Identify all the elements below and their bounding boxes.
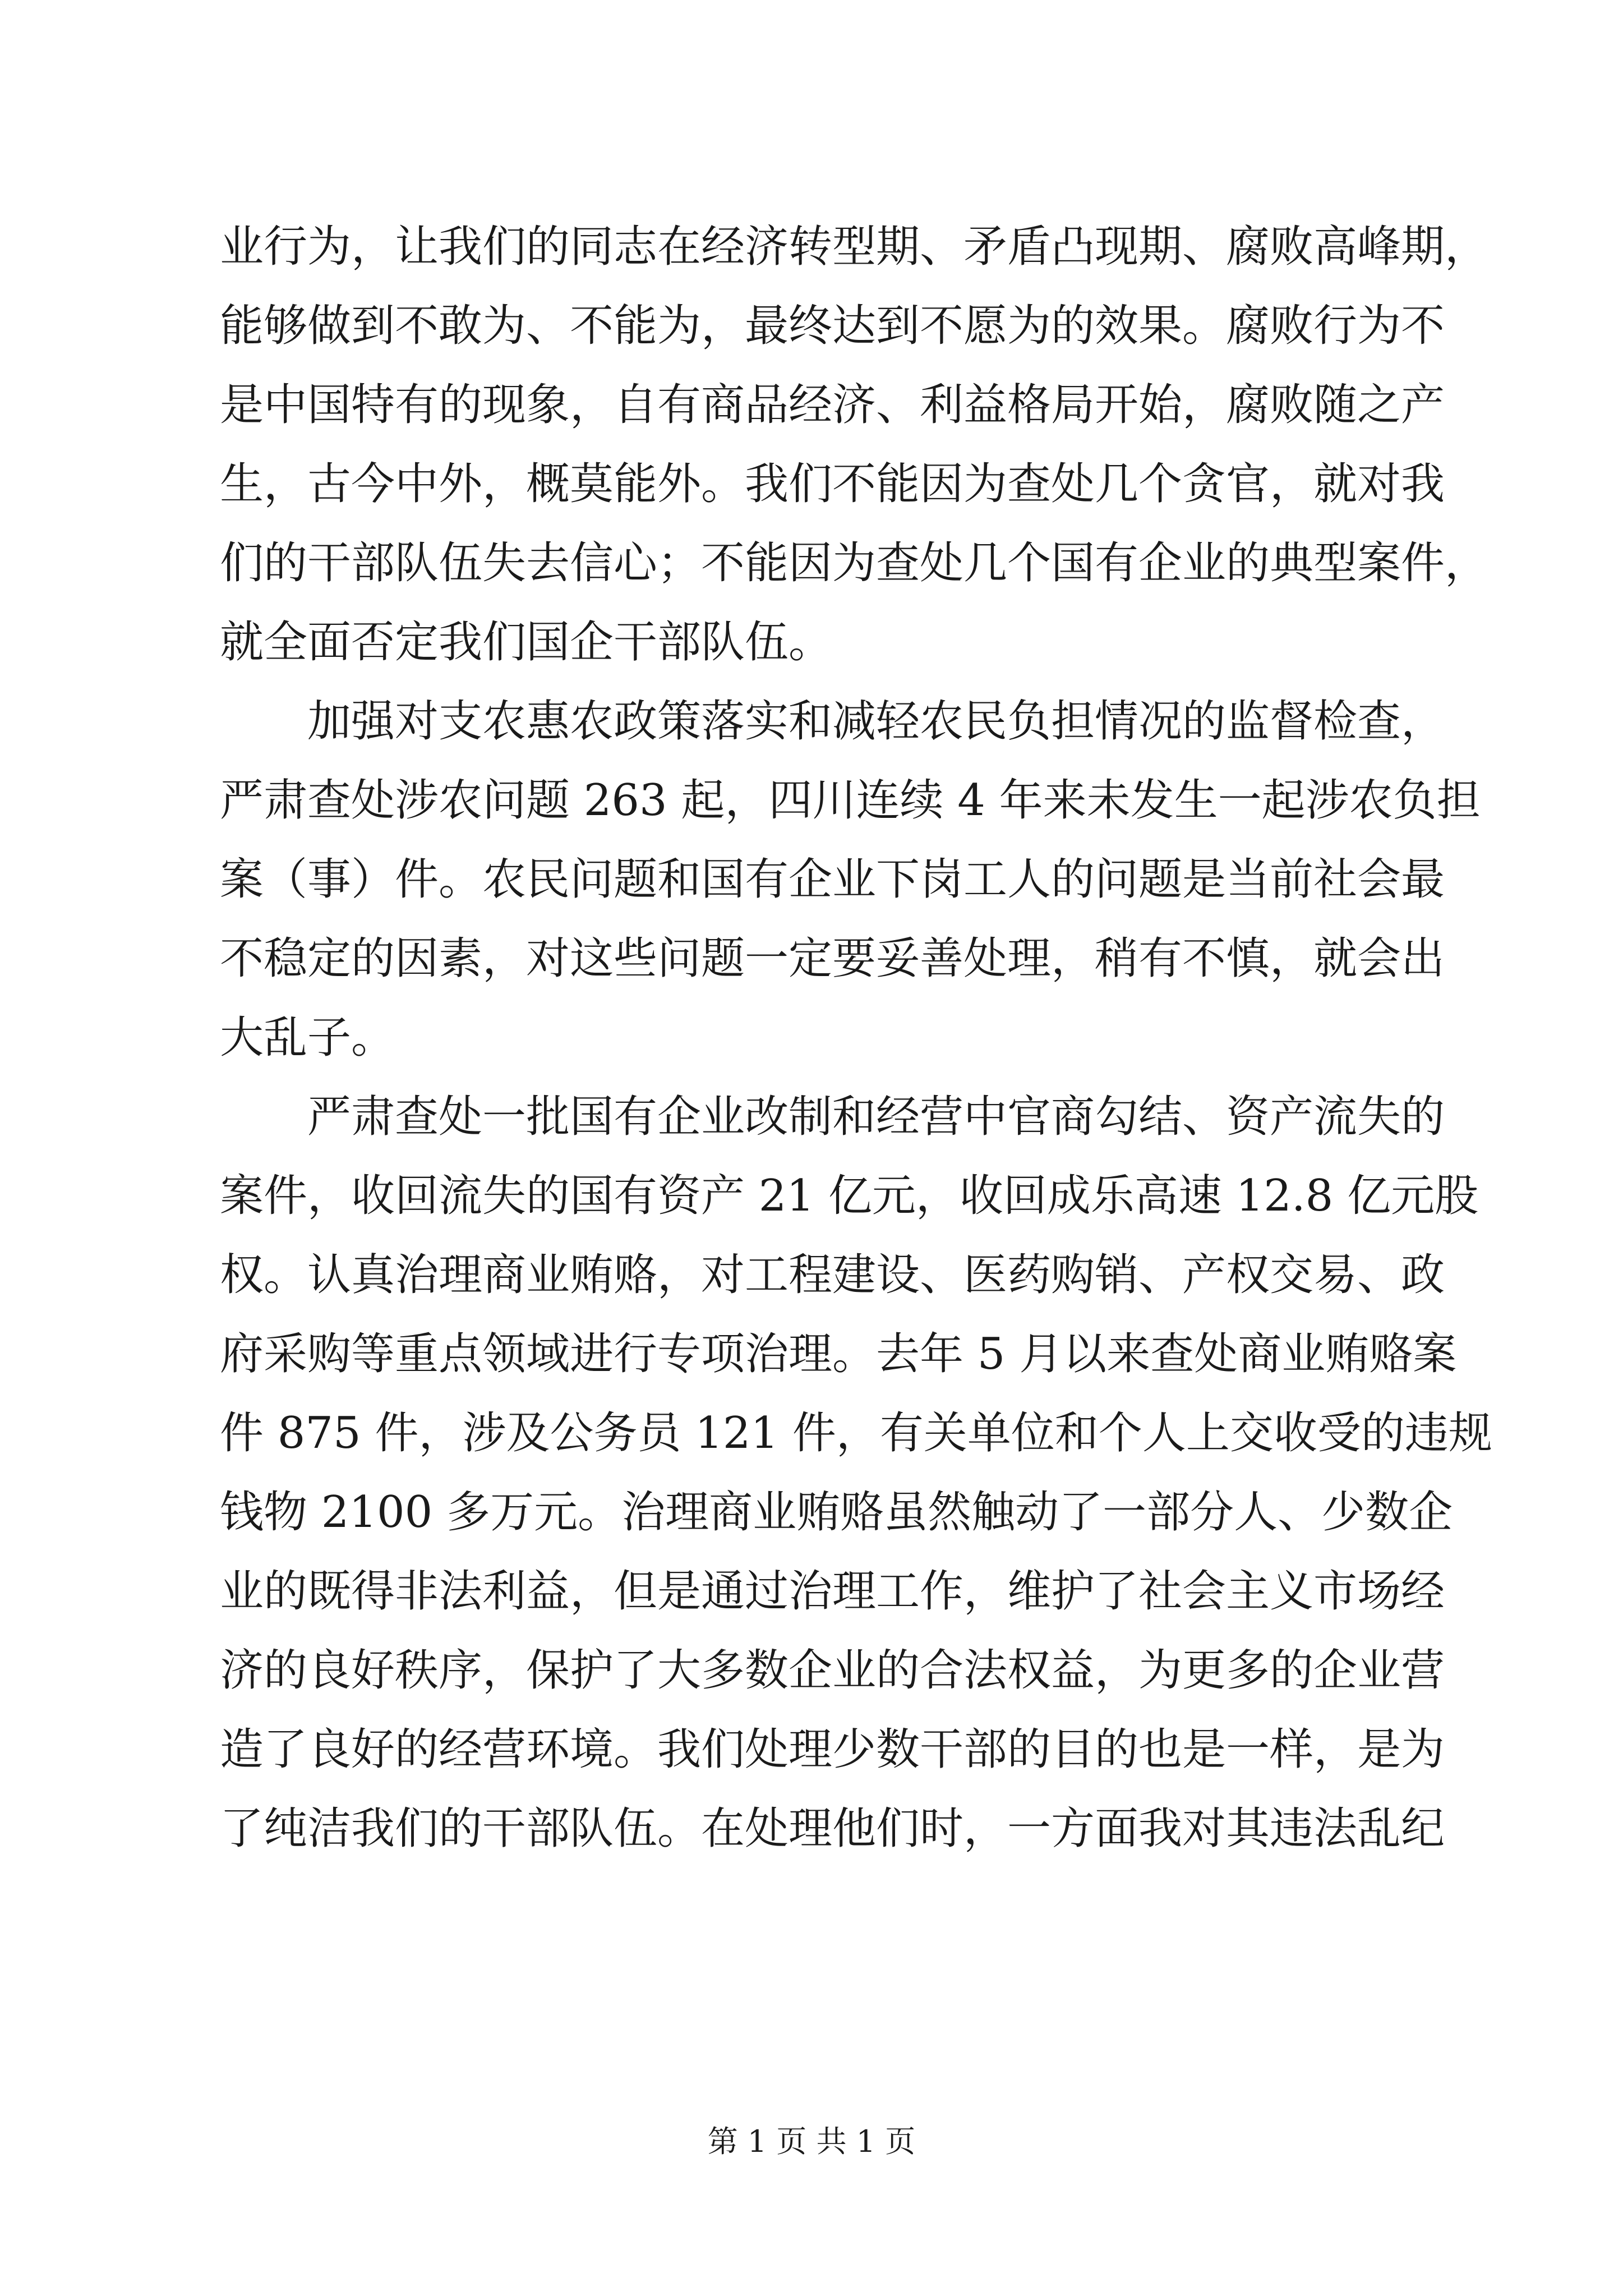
paragraph [220,208,1489,682]
text-line: 济的良好秩序，保护了大多数企业的合法权益，为更多的企业营 [220,1645,1445,1696]
document-body [220,208,1492,1869]
text-line: 钱物 2100 多万元。治理商业贿赂虽然触动了一部分人、少数企 [220,1487,1453,1538]
text-line: 业行为，让我们的同志在经济转型期、矛盾凸现期、腐败高峰期， [220,222,1489,272]
page-footer: 第 1 页 共 1 页 [707,2124,916,2159]
text-line: 严肃查处涉农问题 263 起，四川连续 4 年来未发生一起涉农负担 [220,775,1481,826]
text-line: 能够做到不敢为、不能为，最终达到不愿为的效果。腐败行为不 [220,301,1445,351]
text-line: 案件，收回流失的国有资产 21 亿元，收回成乐高速 12.8 亿元股 [220,1171,1479,1221]
text-line: 生，古今中外，概莫能外。我们不能因为查处几个贪官，就对我 [220,459,1445,509]
text-line: 件 875 件，涉及公务员 121 件，有关单位和个人上交收受的违规 [220,1408,1492,1458]
text-line: 大乱子。 [220,1013,395,1063]
text-line: 府采购等重点领域进行专项治理。去年 5 月以来查处商业贿赂案 [220,1329,1457,1379]
text-line: 是中国特有的现象，自有商品经济、利益格局开始，腐败随之产 [220,380,1445,430]
text-line: 了纯洁我们的干部队伍。在处理他们时，一方面我对其违法乱纪 [220,1803,1445,1854]
text-line: 们的干部队伍失去信心；不能因为查处几个国有企业的典型案件， [220,538,1489,588]
text-line: 案（事）件。农民问题和国有企业下岗工人的问题是当前社会最 [220,854,1445,905]
text-line: 不稳定的因素，对这些问题一定要妥善处理，稍有不慎，就会出 [220,933,1445,984]
paragraph [220,1078,1492,1869]
text-line: 造了良好的经营环境。我们处理少数干部的目的也是一样，是为 [220,1724,1445,1775]
text-line: 严肃查处一批国有企业改制和经营中官商勾结、资产流失的 [307,1092,1445,1142]
text-line: 加强对支农惠农政策落实和减轻农民负担情况的监督检查， [307,696,1445,747]
text-line: 业的既得非法利益，但是通过治理工作，维护了社会主义市场经 [220,1566,1445,1617]
paragraph [220,682,1481,1078]
text-line: 就全面否定我们国企干部队伍。 [220,617,833,668]
text-line: 权。认真治理商业贿赂，对工程建设、医药购销、产权交易、政 [220,1250,1445,1300]
